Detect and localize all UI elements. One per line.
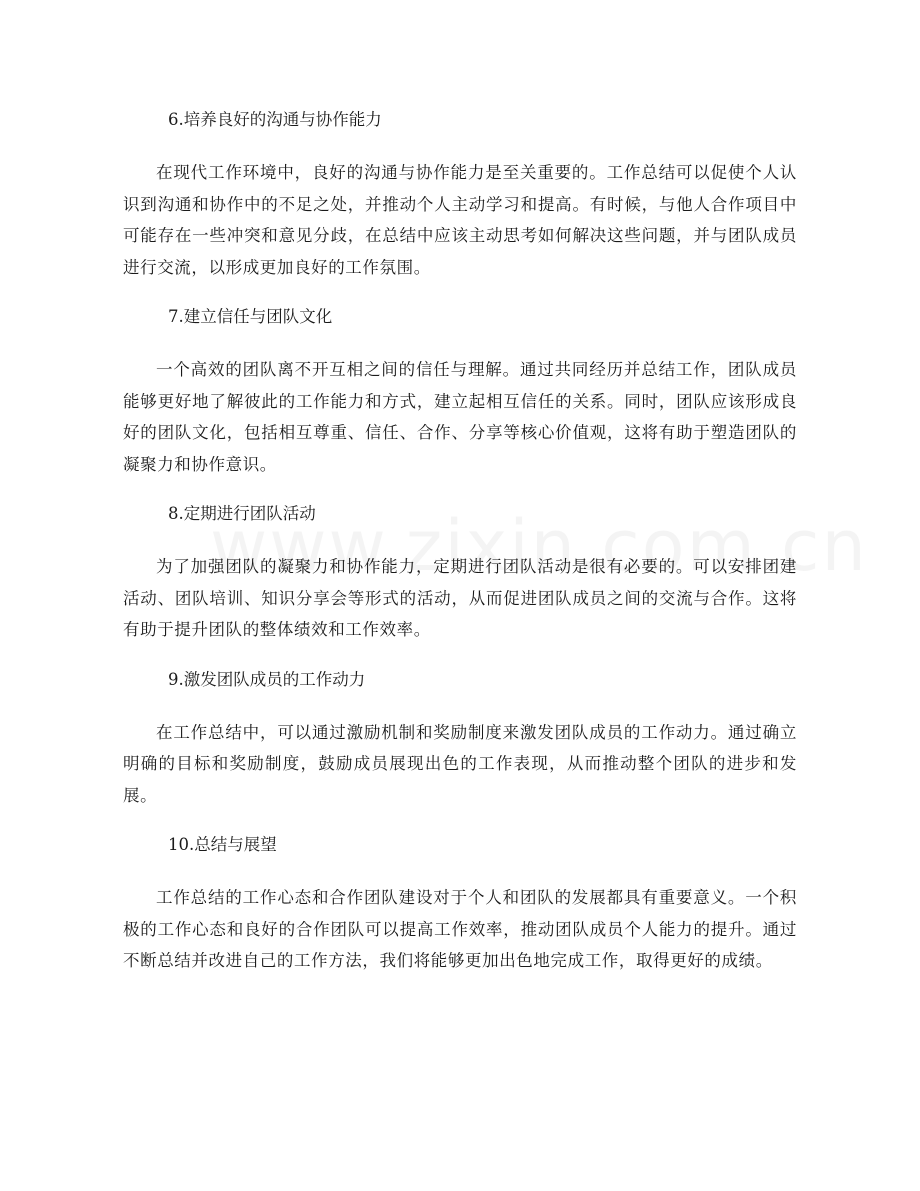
section-heading: 7.建立信任与团队文化 xyxy=(168,307,333,326)
section-9 xyxy=(123,664,797,812)
section-heading: 9.激发团队成员的工作动力 xyxy=(168,669,366,689)
section-paragraph: 为了加强团队的凝聚力和协作能力，定期进行团队活动是很有必要的。可以安排团建活动、团队培训、知识分享会等形式的活动，从而促进团队成员之间的交流与合作。这将有助于提升团队的整体绩效和工作效率。 xyxy=(123,557,797,639)
section-paragraph: 工作总结的工作心态和合作团队建设对于个人和团队的发展都具有重要意义。一个积极的工作心态和良好的合作团队可以提高工作效率，推动团队成员个人能力的提升。通过不断总结并改进自己的工作方法，我们将能够更加出色地完成工作，取得更好的成绩。 xyxy=(123,888,797,970)
section-7 xyxy=(123,301,797,480)
section-paragraph: 在工作总结中，可以通过激励机制和奖励制度来激发团队成员的工作动力。通过确立明确的目标和奖励制度，鼓励成员展现出色的工作表现，从而推动整个团队的进步和发展。 xyxy=(123,722,797,805)
section-paragraph: 在现代工作环境中，良好的沟通与协作能力是至关重要的。工作总结可以促使个人认识到沟通和协作中的不足之处，并推动个人主动学习和提高。有时候，与他人合作项目中可能存在一些冲突和意见分歧，在总结中应该主动思考如何解决这些问题，并与团队成员进行交流，以形成更加良好的工作氛围。 xyxy=(123,163,797,277)
section-heading: 10.总结与展望 xyxy=(168,835,277,854)
document-body xyxy=(123,104,797,977)
section-8 xyxy=(123,498,797,646)
section-6 xyxy=(123,104,797,283)
section-10 xyxy=(123,829,797,977)
section-paragraph: 一个高效的团队离不开互相之间的信任与理解。通过共同经历并总结工作，团队成员能够更好地了解彼此的工作能力和方式，建立起相互信任的关系。同时，团队应该形成良好的团队文化，包括相互尊重、信任、合作、分享等核心价值观，这将有助于塑造团队的凝聚力和协作意识。 xyxy=(123,360,797,474)
section-heading: 8.定期进行团队活动 xyxy=(168,504,316,523)
section-heading: 6.培养良好的沟通与协作能力 xyxy=(168,110,382,129)
